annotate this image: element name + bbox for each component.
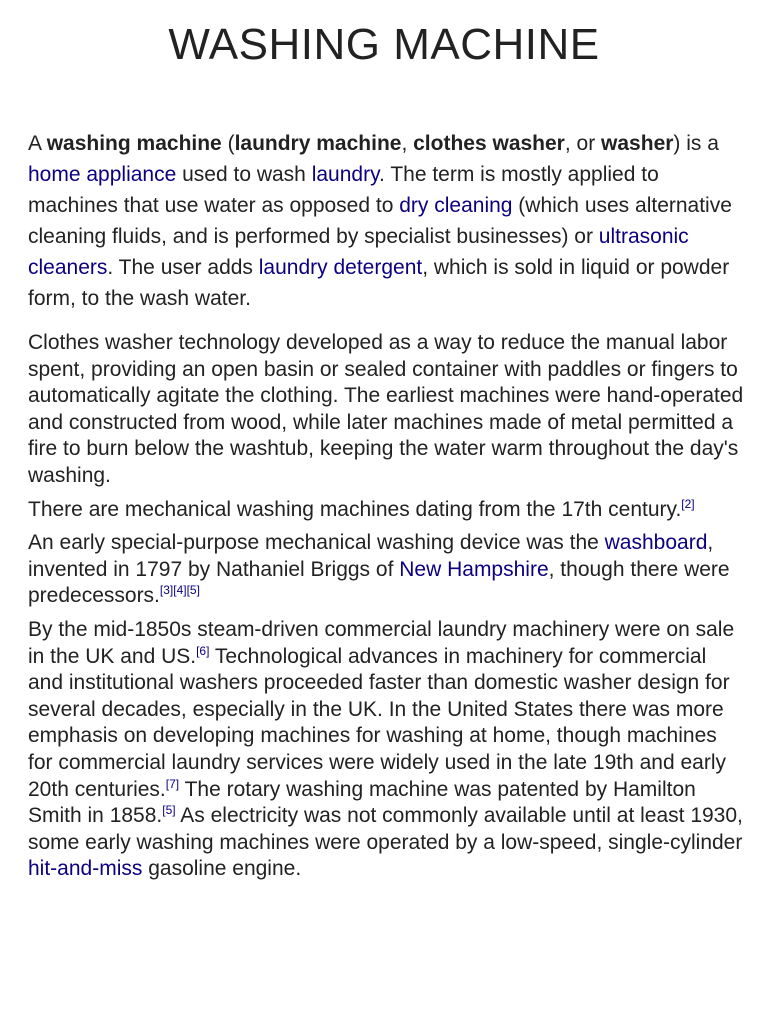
technology-paragraph bbox=[28, 330, 746, 490]
washboard-paragraph bbox=[28, 530, 746, 610]
citation-ref[interactable]: [7] bbox=[165, 776, 180, 791]
link-hit-and-miss[interactable]: hit-and-miss bbox=[28, 857, 143, 881]
bold-term-washer: washer bbox=[601, 132, 674, 155]
text-span: Clothes washer technology developed as a way to reduce the manual labor spent, providing an open basin or sealed container with paddles or fingers to automatically agitate the clothing. The earliest machines were hand-operated and constructed from wood, while later machines made of metal permitted a fire to burn below the washtub, keeping the water warm throughout the day's washing. bbox=[28, 331, 744, 487]
text-span: , invented in 1797 by Nathaniel Briggs of bbox=[28, 531, 714, 581]
text-span: , bbox=[401, 132, 414, 155]
link-laundry-detergent[interactable]: laundry detergent bbox=[258, 256, 423, 279]
text-span: As electricity was not commonly available until at least 1930, some early washing machines were operated by a low-speed, single-cylinder bbox=[28, 804, 743, 854]
text-span: An early special-purpose mechanical washing device was the bbox=[28, 531, 605, 555]
citation-ref[interactable]: [2] bbox=[681, 496, 695, 511]
link-washboard[interactable]: washboard bbox=[604, 531, 708, 555]
text-span: A bbox=[28, 132, 47, 155]
text-span: Technological advances in machinery for commercial and institutional washers proceeded faster than domestic washer design for several decades, especially in the UK. In the United States there was more emphasis on developing machines for washing at home, though machines for commercial laundry services were widely used in the late 19th and early 20th centuries. bbox=[28, 644, 730, 801]
text-span: (which uses alternative cleaning fluids, and is performed by specialist businesses) or bbox=[28, 194, 732, 248]
link-dry-cleaning[interactable]: dry cleaning bbox=[399, 194, 513, 217]
text-span: gasoline engine. bbox=[142, 857, 302, 881]
citation-ref[interactable]: [6] bbox=[196, 643, 210, 658]
text-span: , or bbox=[564, 132, 602, 155]
text-span: , though there were predecessors. bbox=[28, 557, 730, 608]
citation-ref[interactable]: [5] bbox=[186, 583, 200, 598]
text-span: The rotary washing machine was patented by Hamilton Smith in 1858. bbox=[28, 777, 696, 828]
text-span: , which is sold in liquid or powder form, to the wash water. bbox=[28, 256, 730, 310]
history-paragraph bbox=[28, 497, 746, 524]
text-span: ( bbox=[221, 132, 235, 155]
citation-ref[interactable]: [3] bbox=[159, 583, 174, 598]
text-span: used to wash bbox=[176, 163, 312, 186]
text-span: . The term is mostly applied to machines that use water as opposed to bbox=[28, 163, 659, 217]
intro-paragraph bbox=[28, 128, 746, 314]
text-span: By the mid-1850s steam-driven commercial laundry machinery were on sale in the UK and US. bbox=[28, 617, 735, 668]
link-home-appliance[interactable]: home appliance bbox=[28, 163, 177, 186]
bold-term-laundry-machine: laundry machine bbox=[234, 132, 402, 155]
text-span: ) is a bbox=[673, 132, 719, 155]
bold-term-clothes-washer: clothes washer bbox=[413, 132, 565, 155]
article-body bbox=[28, 128, 746, 883]
steam-machinery-paragraph bbox=[28, 617, 746, 883]
link-ultrasonic-cleaners[interactable]: ultrasonic cleaners bbox=[28, 225, 689, 279]
bold-term-washing-machine: washing machine bbox=[46, 132, 222, 155]
citation-ref[interactable]: [5] bbox=[162, 803, 176, 818]
link-new-hampshire[interactable]: New Hampshire bbox=[399, 557, 549, 581]
text-span: . The user adds bbox=[107, 256, 259, 279]
text-span: There are mechanical washing machines dating from the 17th century. bbox=[28, 497, 682, 521]
page-title: WASHING MACHINE bbox=[168, 20, 600, 69]
citation-ref[interactable]: [4] bbox=[173, 583, 187, 598]
link-laundry[interactable]: laundry bbox=[311, 163, 380, 186]
